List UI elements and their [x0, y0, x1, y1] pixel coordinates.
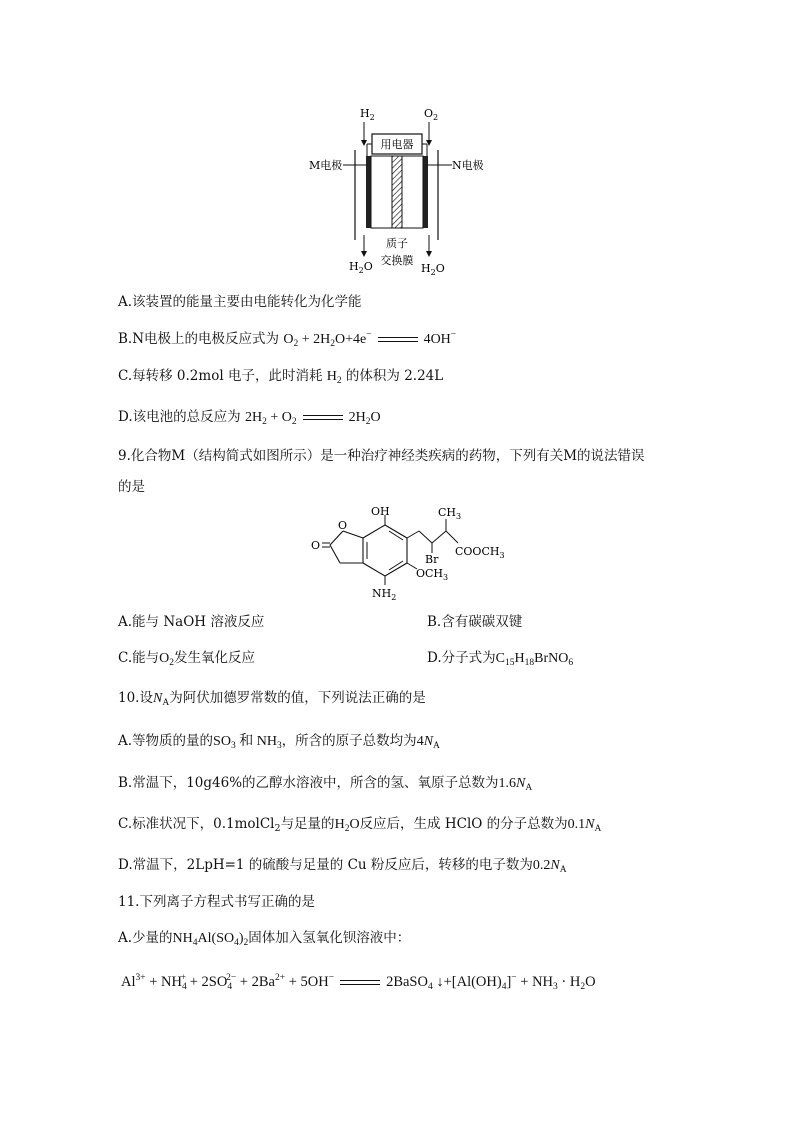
- n-electrode-label: N电极: [452, 159, 484, 172]
- q10-stem-suffix: 为阿伏加德罗常数的值，下列说法正确的是: [169, 690, 426, 706]
- q10-b-text: B.常温下，10g46%的乙醇水溶液中，所含的氢、氧原子总数为: [118, 775, 499, 791]
- q8-c-suffix: 的体积为 2.24L: [345, 368, 444, 384]
- q9-c-text: C.能与: [118, 650, 160, 666]
- struct-cooch3: $COOCH_3$: [455, 545, 505, 560]
- q10-c-mid1: 与足量的: [280, 816, 335, 832]
- q10-stem-prefix: 10.设: [118, 690, 153, 706]
- q10-c-mid2: 反应后，生成 HClO 的分子总数为: [359, 816, 568, 832]
- q8-d-equation: $2H_2 + O_2$ $2H_2O$: [244, 410, 381, 427]
- o2-inlet-label: $O_2$: [424, 107, 439, 122]
- q9-option-d: D.分子式为$C_{15}H_{18}BrNO_6$: [427, 650, 574, 668]
- q10-stem: 10.设$N_A$为阿伏加德罗常数的值，下列说法正确的是: [118, 690, 426, 708]
- q11-a-suffix: 固体加入氢氧化钡溶液中：: [248, 930, 411, 946]
- q10-a-mid: ，所含的原子总数均为: [281, 733, 417, 749]
- q9-stem-line1: 9.化合物M（结构简式如图所示）是一种治疗神经类疾病的药物，下列有关M的说法错误: [118, 448, 645, 464]
- q9-c-suffix: 发生氧化反应: [174, 650, 256, 666]
- struct-carbonyl-o: O: [311, 539, 321, 552]
- q10-option-d: D.常温下，2LpH=1 的硫酸与足量的 Cu 粉反应后，转移的电子数为$0.2N_A$: [118, 857, 567, 875]
- struct-nh2: $NH_2$: [372, 587, 397, 602]
- q10-option-a: A.等物质的量的$SO_3$ 和 $NH_3$，所含的原子总数均为$4N_A$: [118, 733, 440, 751]
- q9-option-c: C.能与$O_2$发生氧化反应: [118, 650, 256, 668]
- q8-b-equation: $O_2 + 2H_2O+4e^-$ 4OH−: [283, 330, 457, 349]
- q8-option-b: [118, 325, 456, 354]
- h2o-outlet-right: $H_2O$: [421, 262, 445, 277]
- proton-exchange-membrane: [392, 156, 402, 228]
- q11-option-a-equation: $Al^{3+} + NH_4^+ + 2SO_4^{2-} + 2Ba^{2+} + 5OH^-$ 2BaSO$_4$ $↓+[Al(OH)_4]^- + NH_3 \cdot H_2O$: [121, 973, 596, 992]
- device-label: 用电器: [380, 138, 414, 151]
- n-electrode-bar: [423, 156, 428, 228]
- membrane-label-1: 质子: [386, 237, 408, 250]
- q9-option-a: A.能与 NaOH 溶液反应: [118, 614, 265, 630]
- struct-oh: OH: [371, 505, 390, 518]
- q10-d-text: D.常温下，2LpH=1 的硫酸与足量的 Cu 粉反应后，转移的电子数为: [118, 857, 533, 873]
- q8-option-d: [118, 407, 381, 432]
- q10-option-c: C.标准状况下，0.1molCl$_2$与足量的$H_2O$反应后，生成 HClO 的分子总数为$0.1N_A$: [118, 816, 602, 834]
- q11-stem: 11.下列离子方程式书写正确的是: [118, 894, 315, 910]
- membrane-label-2: 交换膜: [380, 254, 414, 267]
- struct-ch3: $CH_3$: [438, 506, 462, 521]
- q8-d-text: D.该电池的总反应为: [118, 409, 241, 425]
- m-electrode-label: M电极: [309, 159, 343, 172]
- q10-a-text: A.等物质的量的: [118, 733, 214, 749]
- q8-b-text: B.N电极上的电极反应式为: [118, 331, 280, 347]
- q9-option-b: B.含有碳碳双键: [427, 614, 523, 630]
- struct-ring-o: O: [338, 519, 348, 532]
- q10-option-b: B.常温下，10g46%的乙醇水溶液中，所含的氢、氧原子总数为$1.6N_A$: [118, 775, 533, 793]
- compound-m-structure: [0, 505, 794, 615]
- m-electrode-bar: [366, 156, 371, 228]
- fuel-cell-diagram: [0, 0, 794, 290]
- q8-option-c: C.每转移 0.2mol 电子，此时消耗 $H_2$ 的体积为 2.24L: [118, 368, 444, 386]
- q11-option-a: A.少量的$NH_4Al(SO_4)_2$固体加入氢氧化钡溶液中：: [118, 930, 411, 948]
- q9-stem-line2: 的是: [118, 479, 145, 495]
- q11-a-text: A.少量的: [118, 930, 173, 946]
- q10-c-text: C.标准状况下，0.1molCl: [118, 816, 275, 832]
- q8-option-a: A.该装置的能量主要由电能转化为化学能: [118, 294, 362, 310]
- q9-d-text: D.分子式为: [427, 650, 496, 666]
- q8-c-text: C.每转移 0.2mol 电子，此时消耗: [118, 368, 323, 384]
- h2-inlet-label: $H_2$: [360, 107, 375, 122]
- struct-och3: $OCH_3$: [416, 567, 449, 582]
- struct-br: Br: [425, 553, 439, 566]
- h2o-outlet-left: $H_2O$: [349, 260, 373, 275]
